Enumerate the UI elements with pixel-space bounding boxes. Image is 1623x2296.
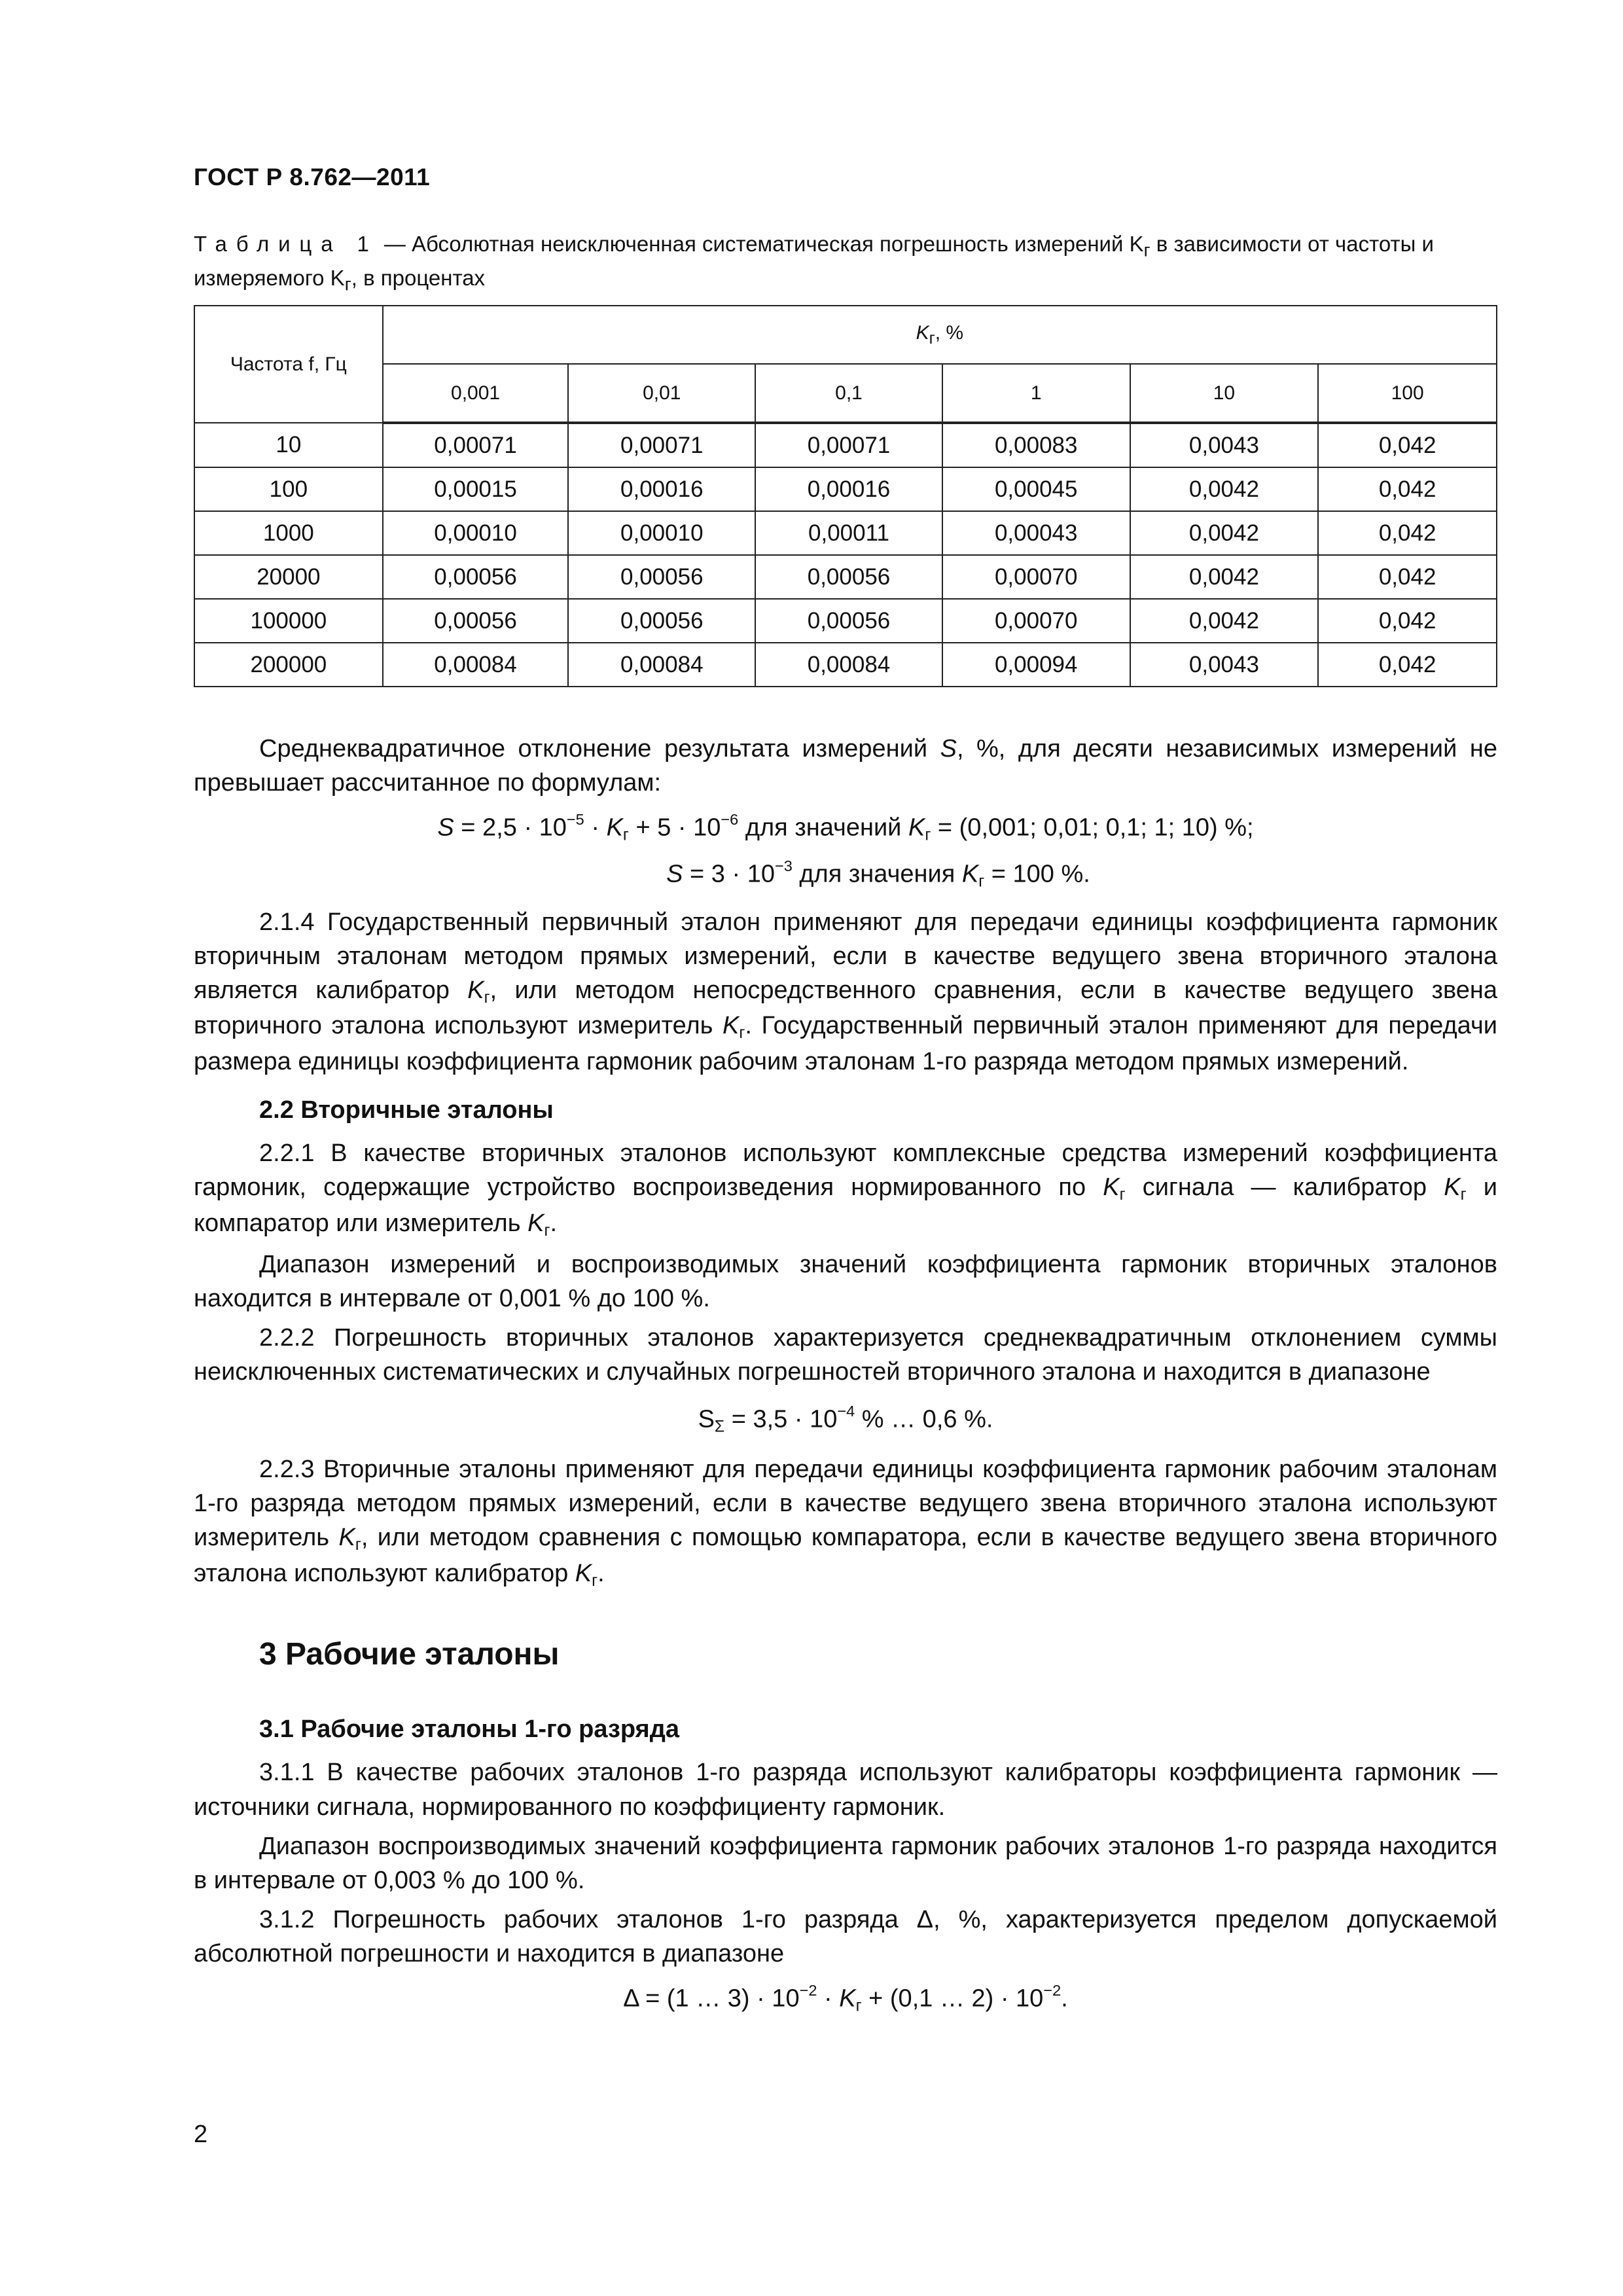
document-header: ГОСТ Р 8.762—2011 [194,164,431,190]
error-value-cell: 0,00056 [568,555,755,599]
table-row [194,511,1497,555]
error-value-cell: 0,00083 [942,423,1130,467]
section-3-1-title: 3.1 Рабочие эталоны 1-го разряда [259,1715,679,1744]
error-value-cell: 0,0042 [1130,599,1319,643]
formula-s-sigma: $S_\Sigma = 3,5 \cdot 10^{-4}$ % … 0,6 %. [698,1402,993,1436]
kg-value-header: 0,001 [383,364,569,423]
error-value-cell: 0,00070 [942,599,1130,643]
error-value-cell: 0,00010 [383,511,569,555]
frequency-cell: 100000 [194,599,383,643]
table-caption-text3: , в процентах [351,265,486,290]
table-caption-sub: г [1143,240,1150,260]
paragraph-2-1-4: 2.1.4 Государственный первичный эталон применяют для передачи единицы коэффициента гармоник вторичным эталонам методом прямых измерений, если в качестве ведущего звена вторичного эталона является калибратор $K_г$, или методом непосредственного сравнения, если в качестве ведущего звена вторичного эталона используют измеритель $K_г$. Государственный первичный эталон применяют для передачи размера единицы коэффициента гармоник рабочим эталонам 1-го разряда методом прямых измерений. [194,908,1497,1076]
table-caption [194,229,1496,296]
paragraph-range: Диапазон измерений и воспроизводимых значений коэффициента гармоник вторичных эталонов находится в интервале от 0,001 % до 100 %. [194,1250,1497,1312]
table-caption-sub2: г [344,274,351,295]
error-value-cell: 0,00056 [755,599,942,643]
error-value-cell: 0,00043 [942,511,1130,555]
table-row [194,555,1497,599]
error-value-cell: 0,00045 [942,467,1130,511]
frequency-cell: 200000 [194,643,383,687]
formula-s-100: $S = 3 \cdot 10^{-3}$ для значения $K_г = 100$ %. [666,857,1090,891]
error-value-cell: 0,00011 [755,511,942,555]
section-2-2-title: 2.2 Вторичные эталоны [259,1096,554,1124]
error-value-cell: 0,0042 [1130,555,1319,599]
error-value-cell: 0,00084 [568,643,755,687]
paragraph-range-3: Диапазон воспроизводимых значений коэффициента гармоник рабочих эталонов 1-го разряда находится в интервале от 0,003 % до 100 %. [194,1832,1497,1894]
error-value-cell: 0,0042 [1130,467,1319,511]
error-value-cell: 0,042 [1318,511,1497,555]
error-value-cell: 0,00084 [755,643,942,687]
error-value-cell: 0,00016 [755,467,942,511]
table-row [194,423,1497,467]
paragraph-3-1-2: 3.1.2 Погрешность рабочих эталонов 1-го разряда Δ, %, характеризуется пределом допускаемой абсолютной погрешности и находится в диапазоне [194,1905,1497,1967]
error-value-cell: 0,042 [1318,643,1497,687]
error-value-cell: 0,042 [1318,555,1497,599]
formula-delta: Δ = (1 … $3) \cdot 10^{-2} \cdot K_г + (0,1$ … $2) \cdot 10^{-2}$. [623,1981,1068,2015]
frequency-column-header: Частота f, Гц [194,306,383,423]
frequency-cell: 100 [194,467,383,511]
error-value-cell: 0,00094 [942,643,1130,687]
error-value-cell: 0,00056 [383,599,569,643]
error-value-cell: 0,00071 [383,423,569,467]
paragraph-2-2-3: 2.2.3 Вторичные эталоны применяют для передачи единицы коэффициента гармоник рабочим эталонам 1-го разряда методом прямых измерений, если в качестве ведущего звена вторичного эталона используют измеритель $K_г$, или методом сравнения с помощью компаратора, если в качестве ведущего звена вторичного эталона используют калибратор $K_г$. [194,1456,1497,1590]
paragraph-3-1-1: 3.1.1 В качестве рабочих эталонов 1-го разряда используют калибраторы коэффициента гармоник — источники сигнала, нормированного по коэффициенту гармоник. [194,1759,1497,1821]
table-caption-label: Таблица 1 [194,232,378,256]
table-caption-text: — Абсолютная неисключенная систематическая погрешность измерений K [378,232,1144,256]
paragraph-2-2-1: 2.2.1 В качестве вторичных эталонов используют комплексные средства измерений коэффициента гармоник, содержащие устройство воспроизведения нормированного по $K_г$ сигнала — калибратор $K_г$ и компаратор или измеритель $K_г$. [194,1139,1497,1240]
table-caption-text2: в зависимости от частоты и измеряемого K [194,232,1434,290]
error-value-cell: 0,00010 [568,511,755,555]
paragraph-2-2-2: 2.2.2 Погрешность вторичных эталонов характеризуется среднеквадратичным отклонением суммы неисключенных систематических и случайных погрешностей вторичного эталона и находится в диапазоне [194,1323,1497,1386]
table-row [194,467,1497,511]
table-row [194,643,1497,687]
paragraph: Среднеквадратичное отклонение результата измерений S, %, для десяти независимых измерений не превышает рассчитанное по формулам: [194,735,1497,797]
error-value-cell: 0,00084 [383,643,569,687]
error-value-cell: 0,0043 [1130,643,1319,687]
error-value-cell: 0,00056 [568,599,755,643]
error-value-cell: 0,042 [1318,599,1497,643]
error-table [194,305,1497,687]
kg-value-header: 0,01 [568,364,755,423]
error-value-cell: 0,0043 [1130,423,1319,467]
error-value-cell: 0,00016 [568,467,755,511]
kg-group-header-sub: г [929,329,935,348]
table-row [194,599,1497,643]
section-3-title: 3 Рабочие эталоны [259,1636,560,1672]
kg-group-header-unit: , % [935,321,964,344]
frequency-cell: 1000 [194,511,383,555]
page-number: 2 [194,2121,208,2148]
kg-value-header: 0,1 [755,364,942,423]
error-value-cell: 0,042 [1318,467,1497,511]
error-value-cell: 0,0042 [1130,511,1319,555]
error-value-cell: 0,00071 [568,423,755,467]
frequency-cell: 20000 [194,555,383,599]
error-value-cell: 0,042 [1318,423,1497,467]
kg-group-header [383,306,1497,364]
error-value-cell: 0,00015 [383,467,569,511]
kg-value-header: 10 [1130,364,1319,423]
error-value-cell: 0,00070 [942,555,1130,599]
body-text [194,732,1497,2026]
frequency-cell: 10 [194,423,383,467]
kg-value-header: 100 [1318,364,1497,423]
error-value-cell: 0,00056 [755,555,942,599]
error-value-cell: 0,00071 [755,423,942,467]
error-value-cell: 0,00056 [383,555,569,599]
formula-s: $S = 2,5 \cdot 10^{-5} \cdot K_г + 5 \cdot 10^{-6}$ для значений $K_г = (0,001$; 0,01; 0,1; 1; 10) %; [437,811,1254,844]
kg-value-header: 1 [942,364,1130,423]
kg-group-header-k: K [916,321,929,344]
